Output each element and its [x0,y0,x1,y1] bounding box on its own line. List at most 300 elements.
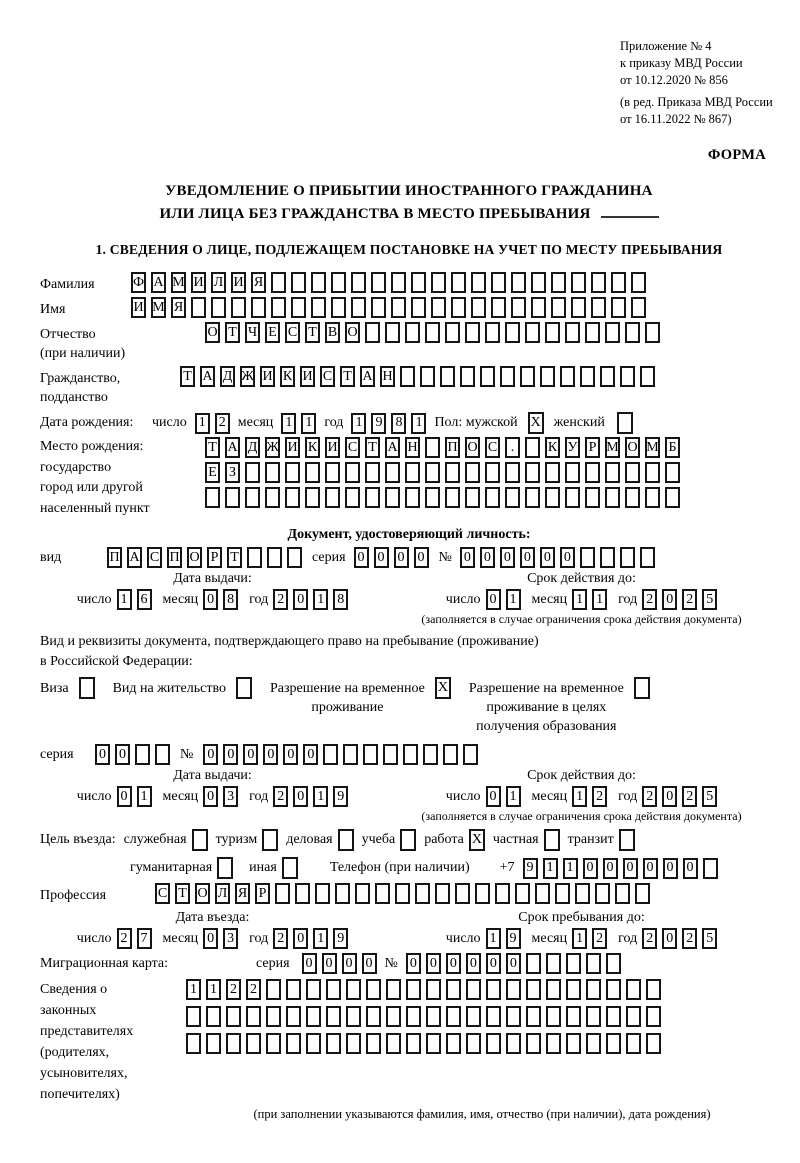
form-cell[interactable] [385,322,400,343]
form-cell[interactable] [365,322,380,343]
purpose-business-checkbox[interactable] [338,829,354,851]
form-cell[interactable] [631,297,646,318]
form-cell[interactable] [505,487,520,508]
form-cell[interactable] [580,366,595,387]
form-cell[interactable]: 2 [246,979,261,1000]
form-cell[interactable] [586,953,601,974]
form-cell[interactable]: 0 [95,744,110,765]
form-cell[interactable] [411,272,426,293]
form-cell[interactable] [186,1033,201,1054]
form-cell[interactable]: А [151,272,166,293]
form-cell[interactable] [325,462,340,483]
form-cell[interactable]: 0 [643,858,658,879]
form-cell[interactable] [405,322,420,343]
form-cell[interactable] [471,297,486,318]
education-permit-checkbox[interactable] [634,677,650,699]
form-cell[interactable]: Т [305,322,320,343]
form-cell[interactable] [385,462,400,483]
form-cell[interactable]: 2 [215,413,230,434]
form-cell[interactable]: 0 [480,547,495,568]
form-cell[interactable] [286,1006,301,1027]
form-cell[interactable] [383,744,398,765]
form-cell[interactable] [606,953,621,974]
form-cell[interactable] [595,883,610,904]
form-cell[interactable]: 0 [322,953,337,974]
form-cell[interactable]: 0 [406,953,421,974]
form-cell[interactable] [431,297,446,318]
form-cell[interactable]: 0 [293,928,308,949]
form-cell[interactable] [211,297,226,318]
form-cell[interactable]: 9 [371,413,386,434]
form-cell[interactable] [526,953,541,974]
form-cell[interactable]: 0 [342,953,357,974]
form-cell[interactable] [605,322,620,343]
form-cell[interactable] [245,487,260,508]
form-cell[interactable] [186,1006,201,1027]
form-cell[interactable] [565,462,580,483]
form-cell[interactable] [251,297,266,318]
form-cell[interactable] [411,297,426,318]
form-cell[interactable]: 0 [520,547,535,568]
form-cell[interactable] [646,979,661,1000]
form-cell[interactable] [665,487,680,508]
form-cell[interactable]: О [345,322,360,343]
form-cell[interactable] [346,1006,361,1027]
form-cell[interactable] [266,1033,281,1054]
form-cell[interactable] [446,1006,461,1027]
form-cell[interactable]: Т [205,437,220,458]
form-cell[interactable] [620,547,635,568]
form-cell[interactable]: М [171,272,186,293]
form-cell[interactable] [586,1006,601,1027]
form-cell[interactable] [335,883,350,904]
form-cell[interactable]: С [285,322,300,343]
form-cell[interactable] [591,272,606,293]
form-cell[interactable]: В [325,322,340,343]
form-cell[interactable]: 2 [642,589,657,610]
form-cell[interactable]: 0 [663,858,678,879]
form-cell[interactable] [363,744,378,765]
purpose-other-checkbox[interactable] [282,857,298,879]
form-cell[interactable] [625,322,640,343]
form-cell[interactable]: 0 [394,547,409,568]
form-cell[interactable] [323,744,338,765]
form-cell[interactable] [435,883,450,904]
form-cell[interactable] [425,322,440,343]
form-cell[interactable] [466,1033,481,1054]
form-cell[interactable]: Ж [240,366,255,387]
form-cell[interactable] [345,462,360,483]
form-cell[interactable] [620,366,635,387]
form-cell[interactable] [440,366,455,387]
form-cell[interactable] [525,322,540,343]
form-cell[interactable] [391,297,406,318]
purpose-official-checkbox[interactable] [192,829,208,851]
form-cell[interactable] [520,366,535,387]
form-cell[interactable] [580,547,595,568]
form-cell[interactable] [155,744,170,765]
form-cell[interactable]: А [385,437,400,458]
form-cell[interactable]: Я [235,883,250,904]
form-cell[interactable] [426,1006,441,1027]
form-cell[interactable] [306,1033,321,1054]
form-cell[interactable]: Е [265,322,280,343]
form-cell[interactable]: 5 [702,928,717,949]
form-cell[interactable] [231,297,246,318]
form-cell[interactable]: 2 [592,928,607,949]
form-cell[interactable]: 2 [273,928,288,949]
form-cell[interactable] [571,272,586,293]
form-cell[interactable]: 0 [506,953,521,974]
form-cell[interactable] [505,462,520,483]
form-cell[interactable] [386,979,401,1000]
form-cell[interactable] [315,883,330,904]
form-cell[interactable] [646,1006,661,1027]
form-cell[interactable] [500,366,515,387]
form-cell[interactable] [331,297,346,318]
form-cell[interactable]: А [360,366,375,387]
form-cell[interactable] [395,883,410,904]
purpose-humanitarian-checkbox[interactable] [217,857,233,879]
form-cell[interactable]: 0 [662,786,677,807]
form-cell[interactable] [267,547,282,568]
form-cell[interactable] [565,487,580,508]
form-cell[interactable] [480,366,495,387]
form-cell[interactable]: Н [405,437,420,458]
form-cell[interactable]: А [127,547,142,568]
form-cell[interactable] [366,1006,381,1027]
form-cell[interactable] [415,883,430,904]
form-cell[interactable]: Ч [245,322,260,343]
form-cell[interactable]: 0 [414,547,429,568]
form-cell[interactable]: 0 [117,786,132,807]
form-cell[interactable] [526,1033,541,1054]
form-cell[interactable] [326,1006,341,1027]
form-cell[interactable]: 1 [506,589,521,610]
form-cell[interactable] [665,462,680,483]
form-cell[interactable] [326,979,341,1000]
form-cell[interactable]: 2 [273,589,288,610]
form-cell[interactable] [703,858,718,879]
form-cell[interactable]: 0 [540,547,555,568]
form-cell[interactable] [471,272,486,293]
form-cell[interactable]: 2 [682,928,697,949]
form-cell[interactable]: З [225,462,240,483]
form-cell[interactable] [560,366,575,387]
form-cell[interactable]: 1 [186,979,201,1000]
form-cell[interactable] [205,487,220,508]
form-cell[interactable] [486,1033,501,1054]
form-cell[interactable] [271,297,286,318]
form-cell[interactable] [566,979,581,1000]
form-cell[interactable] [465,487,480,508]
form-cell[interactable] [351,272,366,293]
form-cell[interactable]: Р [585,437,600,458]
form-cell[interactable] [351,297,366,318]
title-blank-underline[interactable] [601,204,659,218]
form-cell[interactable] [403,744,418,765]
form-cell[interactable] [606,1033,621,1054]
form-cell[interactable] [625,462,640,483]
form-cell[interactable]: 1 [206,979,221,1000]
form-cell[interactable] [555,883,570,904]
form-cell[interactable] [640,366,655,387]
form-cell[interactable] [485,462,500,483]
form-cell[interactable] [615,883,630,904]
form-cell[interactable] [206,1033,221,1054]
form-cell[interactable]: 2 [117,928,132,949]
form-cell[interactable] [605,462,620,483]
form-cell[interactable]: К [305,437,320,458]
form-cell[interactable]: 0 [500,547,515,568]
form-cell[interactable]: С [320,366,335,387]
form-cell[interactable]: Р [255,883,270,904]
form-cell[interactable] [355,883,370,904]
form-cell[interactable]: 2 [682,786,697,807]
form-cell[interactable] [586,979,601,1000]
form-cell[interactable] [645,322,660,343]
form-cell[interactable] [371,272,386,293]
form-cell[interactable]: М [645,437,660,458]
form-cell[interactable]: 2 [273,786,288,807]
form-cell[interactable] [635,883,650,904]
form-cell[interactable] [386,1033,401,1054]
form-cell[interactable] [640,547,655,568]
form-cell[interactable]: И [191,272,206,293]
form-cell[interactable] [546,979,561,1000]
form-cell[interactable]: 2 [682,589,697,610]
form-cell[interactable] [531,272,546,293]
form-cell[interactable]: И [285,437,300,458]
purpose-study-checkbox[interactable] [400,829,416,851]
form-cell[interactable]: Ж [265,437,280,458]
form-cell[interactable]: 1 [572,928,587,949]
form-cell[interactable]: И [260,366,275,387]
form-cell[interactable] [225,487,240,508]
form-cell[interactable] [246,1006,261,1027]
form-cell[interactable] [626,979,641,1000]
form-cell[interactable] [526,1006,541,1027]
form-cell[interactable] [285,462,300,483]
form-cell[interactable] [226,1006,241,1027]
form-cell[interactable] [506,1006,521,1027]
form-cell[interactable]: 0 [243,744,258,765]
form-cell[interactable]: 9 [333,786,348,807]
form-cell[interactable]: 0 [203,589,218,610]
form-cell[interactable]: 0 [662,928,677,949]
form-cell[interactable] [426,979,441,1000]
form-cell[interactable] [486,1006,501,1027]
sex-female-checkbox[interactable] [617,412,633,434]
form-cell[interactable]: 1 [486,928,501,949]
form-cell[interactable]: 8 [391,413,406,434]
form-cell[interactable]: 0 [374,547,389,568]
form-cell[interactable] [545,322,560,343]
form-cell[interactable]: 0 [203,928,218,949]
form-cell[interactable]: 0 [683,858,698,879]
form-cell[interactable]: 9 [523,858,538,879]
form-cell[interactable]: 0 [283,744,298,765]
form-cell[interactable]: Т [225,322,240,343]
form-cell[interactable]: 0 [460,547,475,568]
form-cell[interactable] [305,462,320,483]
form-cell[interactable]: 0 [560,547,575,568]
form-cell[interactable]: И [325,437,340,458]
form-cell[interactable]: 1 [313,589,328,610]
form-cell[interactable]: М [605,437,620,458]
form-cell[interactable]: О [625,437,640,458]
form-cell[interactable]: 8 [333,589,348,610]
form-cell[interactable] [466,979,481,1000]
form-cell[interactable]: Н [380,366,395,387]
form-cell[interactable]: А [225,437,240,458]
form-cell[interactable] [266,979,281,1000]
form-cell[interactable] [406,1033,421,1054]
form-cell[interactable] [475,883,490,904]
form-cell[interactable]: 1 [313,786,328,807]
form-cell[interactable]: 0 [486,786,501,807]
form-cell[interactable]: 3 [223,786,238,807]
form-cell[interactable]: 1 [506,786,521,807]
form-cell[interactable]: 0 [203,786,218,807]
form-cell[interactable] [445,462,460,483]
form-cell[interactable] [451,272,466,293]
form-cell[interactable]: Е [205,462,220,483]
form-cell[interactable]: 6 [137,589,152,610]
form-cell[interactable]: П [107,547,122,568]
form-cell[interactable] [365,462,380,483]
form-cell[interactable]: О [195,883,210,904]
form-cell[interactable] [423,744,438,765]
form-cell[interactable]: 0 [293,786,308,807]
form-cell[interactable]: 1 [563,858,578,879]
form-cell[interactable] [286,1033,301,1054]
form-cell[interactable] [585,487,600,508]
visa-checkbox[interactable] [79,677,95,699]
form-cell[interactable]: М [151,297,166,318]
form-cell[interactable] [275,883,290,904]
form-cell[interactable]: 5 [702,589,717,610]
form-cell[interactable]: 9 [506,928,521,949]
form-cell[interactable] [247,547,262,568]
form-cell[interactable]: Т [340,366,355,387]
form-cell[interactable]: 0 [486,953,501,974]
form-cell[interactable]: 1 [572,589,587,610]
form-cell[interactable] [206,1006,221,1027]
form-cell[interactable] [391,272,406,293]
form-cell[interactable]: Б [665,437,680,458]
form-cell[interactable] [585,462,600,483]
form-cell[interactable]: 0 [303,744,318,765]
purpose-tourism-checkbox[interactable] [262,829,278,851]
form-cell[interactable] [591,297,606,318]
form-cell[interactable] [645,487,660,508]
form-cell[interactable] [546,1033,561,1054]
form-cell[interactable]: 0 [223,744,238,765]
form-cell[interactable] [375,883,390,904]
form-cell[interactable]: 1 [137,786,152,807]
temporary-permit-checkbox[interactable]: X [435,677,451,699]
form-cell[interactable] [631,272,646,293]
form-cell[interactable] [306,1006,321,1027]
form-cell[interactable] [426,1033,441,1054]
form-cell[interactable] [600,366,615,387]
form-cell[interactable]: 0 [583,858,598,879]
form-cell[interactable] [565,322,580,343]
form-cell[interactable] [405,487,420,508]
form-cell[interactable]: 0 [362,953,377,974]
form-cell[interactable]: Л [215,883,230,904]
form-cell[interactable] [646,1033,661,1054]
purpose-work-checkbox[interactable]: X [469,829,485,851]
form-cell[interactable]: 1 [313,928,328,949]
form-cell[interactable]: 0 [115,744,130,765]
form-cell[interactable]: 0 [603,858,618,879]
form-cell[interactable]: Я [251,272,266,293]
form-cell[interactable]: И [231,272,246,293]
form-cell[interactable]: 0 [302,953,317,974]
form-cell[interactable] [135,744,150,765]
form-cell[interactable]: Т [227,547,242,568]
purpose-transit-checkbox[interactable] [619,829,635,851]
form-cell[interactable]: . [505,437,520,458]
form-cell[interactable]: И [300,366,315,387]
form-cell[interactable] [525,437,540,458]
form-cell[interactable]: Д [245,437,260,458]
form-cell[interactable] [485,487,500,508]
form-cell[interactable] [605,487,620,508]
form-cell[interactable]: 0 [466,953,481,974]
form-cell[interactable] [611,297,626,318]
form-cell[interactable] [606,1006,621,1027]
form-cell[interactable]: 0 [203,744,218,765]
form-cell[interactable] [386,1006,401,1027]
form-cell[interactable]: Я [171,297,186,318]
form-cell[interactable]: П [445,437,460,458]
form-cell[interactable] [505,322,520,343]
form-cell[interactable] [466,1006,481,1027]
form-cell[interactable] [585,322,600,343]
form-cell[interactable] [566,1006,581,1027]
form-cell[interactable] [546,1006,561,1027]
form-cell[interactable] [191,297,206,318]
form-cell[interactable] [526,979,541,1000]
form-cell[interactable] [511,297,526,318]
form-cell[interactable]: 5 [702,786,717,807]
form-cell[interactable] [266,1006,281,1027]
form-cell[interactable] [343,744,358,765]
form-cell[interactable] [400,366,415,387]
form-cell[interactable] [606,979,621,1000]
form-cell[interactable]: П [167,547,182,568]
form-cell[interactable]: 2 [642,928,657,949]
form-cell[interactable] [535,883,550,904]
form-cell[interactable]: 8 [223,589,238,610]
form-cell[interactable] [406,979,421,1000]
form-cell[interactable] [325,487,340,508]
form-cell[interactable] [575,883,590,904]
purpose-private-checkbox[interactable] [544,829,560,851]
form-cell[interactable]: 1 [592,589,607,610]
form-cell[interactable]: Р [207,547,222,568]
form-cell[interactable] [445,487,460,508]
form-cell[interactable]: 0 [623,858,638,879]
form-cell[interactable]: 1 [543,858,558,879]
form-cell[interactable] [326,1033,341,1054]
form-cell[interactable]: 1 [281,413,296,434]
form-cell[interactable]: С [147,547,162,568]
form-cell[interactable] [546,953,561,974]
